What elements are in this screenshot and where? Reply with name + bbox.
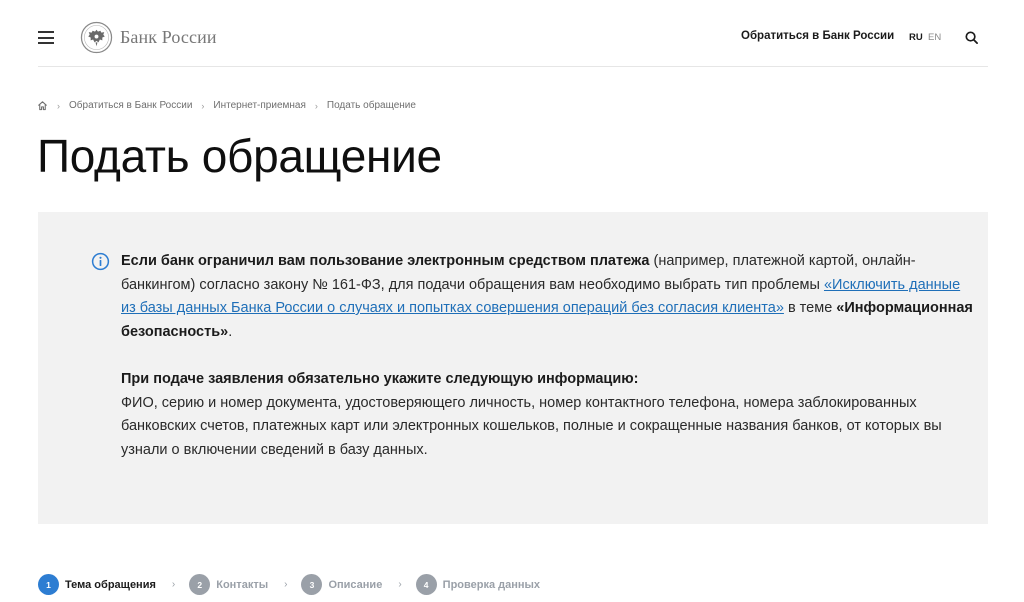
breadcrumb <box>37 100 416 111</box>
site-header <box>0 0 1024 68</box>
step-label: Контакты <box>216 578 269 591</box>
step-number: 4 <box>416 574 437 595</box>
page-title: Подать обращение <box>37 130 442 182</box>
notice-paragraph-2 <box>121 368 976 462</box>
notice-bold-1: Если банк ограничил вам пользование электронным средством платежа <box>121 253 650 269</box>
step-label: Описание <box>328 578 383 591</box>
breadcrumb-separator: › <box>57 100 60 111</box>
exclude-data-link[interactable]: «Исключить данные из базы данных Банка России о случаях и попытках совершения операций без согласия клиента» <box>121 276 961 316</box>
step-label: Тема обращения <box>65 578 156 591</box>
step-review[interactable] <box>416 574 540 595</box>
chevron-right-icon: › <box>171 579 176 590</box>
notice-text-2: в теме <box>783 300 837 316</box>
notice-text <box>121 250 976 462</box>
lang-en[interactable]: EN <box>928 32 942 43</box>
info-icon <box>91 252 110 271</box>
header-divider <box>38 66 988 67</box>
breadcrumb-item-contact[interactable]: Обратиться в Банк России <box>69 100 193 111</box>
breadcrumb-separator: › <box>314 100 318 111</box>
logo[interactable] <box>80 21 217 54</box>
search-icon[interactable] <box>965 31 978 44</box>
notice-end: . <box>228 323 233 340</box>
notice-text-1: (например, платежной картой, онлайн-банкингом) согласно закону № 161-ФЗ, для подачи обращения вам необходимо выбрать тип проблемы <box>121 253 916 293</box>
required-info-text: ФИО, серию и номер документа, удостоверяющего личность, номер контактного телефона, номера заблокированных банковских счетов, платежных карт или электронных кошельков, полные и сокращенные названия банков, от которых вы узнали о включении сведений в базу данных. <box>121 394 942 458</box>
breadcrumb-separator: › <box>201 100 205 111</box>
logo-text: Банк России <box>120 27 217 47</box>
chevron-right-icon: › <box>284 579 288 590</box>
step-number: 2 <box>189 574 210 595</box>
step-topic[interactable] <box>38 574 156 595</box>
step-number: 3 <box>301 574 322 595</box>
form-steps <box>38 574 540 595</box>
notice-paragraph-1 <box>121 250 976 344</box>
step-description[interactable] <box>301 574 382 595</box>
breadcrumb-item-reception[interactable]: Интернет-приемная <box>213 100 306 111</box>
eagle-emblem-icon <box>80 21 113 54</box>
required-info-heading: При подаче заявления обязательно укажите следующую информацию: <box>121 371 639 387</box>
step-label: Проверка данных <box>442 578 541 591</box>
contact-bank-link[interactable]: Обратиться в Банк России <box>741 30 895 42</box>
step-number: 1 <box>38 574 59 595</box>
lang-ru[interactable]: RU <box>909 32 923 43</box>
home-icon[interactable] <box>37 100 48 111</box>
chevron-right-icon: › <box>398 579 402 590</box>
menu-icon[interactable] <box>38 31 54 44</box>
step-contacts[interactable] <box>189 574 268 595</box>
breadcrumb-item-current: Подать обращение <box>326 100 416 111</box>
notice-bold-2: «Информационная безопасность» <box>121 300 973 340</box>
